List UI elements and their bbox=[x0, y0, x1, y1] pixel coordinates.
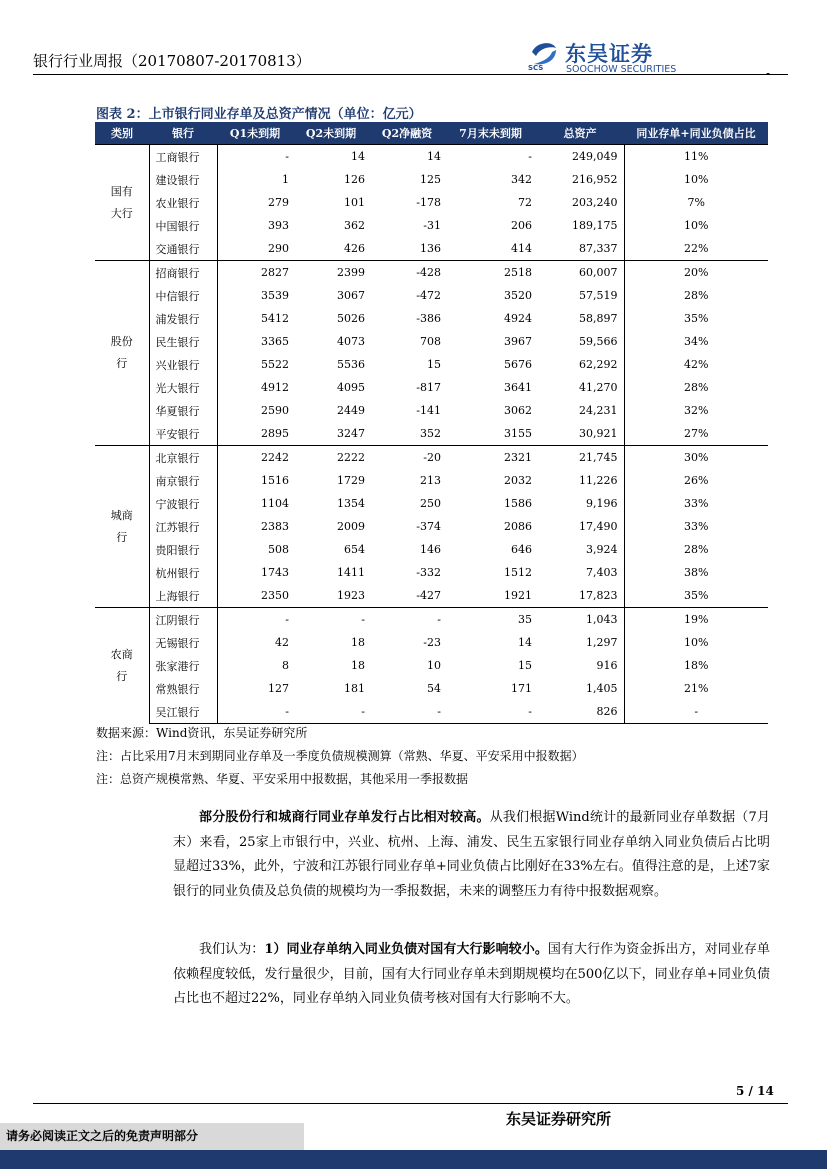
q2-cell: - bbox=[293, 608, 369, 632]
q1-cell: - bbox=[217, 700, 293, 724]
table-row bbox=[95, 631, 768, 654]
table-row bbox=[95, 376, 768, 399]
q2-net-cell: 708 bbox=[420, 335, 441, 348]
q2-cell: 181 bbox=[344, 682, 365, 695]
total-assets-cell: 189,175 bbox=[572, 219, 618, 232]
bank-name-cell: 交通银行 bbox=[149, 237, 217, 261]
category-cell bbox=[95, 261, 149, 446]
ratio-cell: 38% bbox=[624, 561, 768, 584]
ratio-cell: 33% bbox=[624, 515, 768, 538]
bank-name-cell: 无锡银行 bbox=[149, 631, 217, 654]
q2-net-cell: -31 bbox=[423, 219, 441, 232]
category-cell bbox=[95, 608, 149, 724]
total-assets-cell: 3,924 bbox=[586, 543, 618, 556]
jul-cell: 72 bbox=[518, 196, 532, 209]
ratio-cell: 32% bbox=[624, 399, 768, 422]
q2-cell: 4073 bbox=[337, 335, 365, 348]
col-header: 同业存单+同业负债占比 bbox=[624, 122, 768, 145]
col-header: 类别 bbox=[95, 122, 149, 145]
jul-cell: 2032 bbox=[504, 474, 532, 487]
bank-name-cell: 江苏银行 bbox=[149, 515, 217, 538]
paragraph-2-lead: 我们认为： bbox=[199, 942, 265, 957]
q1-cell: 2242 bbox=[217, 446, 293, 470]
company-logo bbox=[526, 38, 706, 76]
category-line: 国有 bbox=[110, 184, 133, 198]
jul-cell: 414 bbox=[511, 242, 532, 255]
q2-net-cell: - bbox=[369, 700, 445, 724]
q1-cell: 8 bbox=[282, 659, 289, 672]
note-2: 注：总资产规模常熟、华夏、平安采用中报数据，其他采用一季报数据 bbox=[96, 772, 469, 786]
total-assets-cell: 249,049 bbox=[536, 145, 624, 169]
q2-net-cell: 15 bbox=[427, 358, 441, 371]
q2-cell: 2009 bbox=[337, 520, 365, 533]
footer-bar bbox=[0, 1150, 827, 1169]
q2-cell: 2449 bbox=[337, 404, 365, 417]
paragraph-1-text: 从我们根据Wind统计的最新同业存单数据（7月末）来看，25家上市银行中，兴业、杭州、上海、浦发、民生五家银行同业存单纳入同业负债后占比明显超过33%，此外，宁波和江苏银行同业存单+同业负债占比刚好在33%左右。值得注意的是，上述7家银行的同业负债及总负债的规模均为一季报数据，未来的调整压力有待中报数据观察。 bbox=[173, 810, 770, 899]
q1-cell: 2827 bbox=[217, 261, 293, 285]
header-rule bbox=[33, 74, 788, 75]
q1-cell: 4912 bbox=[261, 381, 289, 394]
bank-name-cell: 兴业银行 bbox=[149, 353, 217, 376]
total-assets-cell: 916 bbox=[596, 659, 618, 672]
source-note: 数据来源：Wind资讯，东吴证券研究所 bbox=[96, 726, 308, 740]
q2-net-cell: 213 bbox=[420, 474, 441, 487]
q2-cell: 426 bbox=[344, 242, 365, 255]
col-header: Q2净融资 bbox=[369, 122, 445, 145]
bank-name-cell: 工商银行 bbox=[149, 145, 217, 169]
col-header: Q1未到期 bbox=[217, 122, 293, 145]
bank-name-cell: 浦发银行 bbox=[149, 307, 217, 330]
q2-cell: 3067 bbox=[337, 289, 365, 302]
q2-net-cell: -472 bbox=[416, 289, 441, 302]
total-assets-cell: 203,240 bbox=[572, 196, 618, 209]
total-assets-cell: 24,231 bbox=[579, 404, 618, 417]
bank-name-cell: 吴江银行 bbox=[149, 700, 217, 724]
q1-cell: - bbox=[217, 608, 293, 632]
table-row bbox=[95, 422, 768, 446]
table-row bbox=[95, 284, 768, 307]
q2-cell: 4095 bbox=[337, 381, 365, 394]
q2-cell: 362 bbox=[344, 219, 365, 232]
jul-cell: 646 bbox=[511, 543, 532, 556]
table-row bbox=[95, 330, 768, 353]
total-assets-cell: 1,297 bbox=[586, 636, 618, 649]
category-cell bbox=[95, 145, 149, 261]
table-row bbox=[95, 677, 768, 700]
paragraph-2 bbox=[173, 938, 770, 1012]
total-assets-cell: 57,519 bbox=[579, 289, 618, 302]
q2-cell: 1354 bbox=[337, 497, 365, 510]
q1-cell: 2895 bbox=[261, 427, 289, 440]
jul-cell: 1921 bbox=[504, 589, 532, 602]
paragraph-2-bold: 1）同业存单纳入同业负债对国有大行影响较小。 bbox=[264, 942, 548, 957]
ratio-cell: 35% bbox=[624, 307, 768, 330]
q1-cell: 42 bbox=[275, 636, 289, 649]
jul-cell: 3967 bbox=[504, 335, 532, 348]
q1-cell: 1516 bbox=[261, 474, 289, 487]
jul-cell: 3520 bbox=[504, 289, 532, 302]
category-line: 行 bbox=[116, 669, 128, 683]
q2-net-cell: -428 bbox=[369, 261, 445, 285]
ratio-cell: 10% bbox=[624, 631, 768, 654]
table-row bbox=[95, 353, 768, 376]
category-line: 大行 bbox=[110, 206, 133, 220]
q2-cell: 1411 bbox=[337, 566, 365, 579]
q2-cell: 101 bbox=[344, 196, 365, 209]
total-assets-cell: 1,405 bbox=[586, 682, 618, 695]
ratio-cell: 33% bbox=[624, 492, 768, 515]
bank-name-cell: 华夏银行 bbox=[149, 399, 217, 422]
q2-cell: 18 bbox=[351, 636, 365, 649]
total-assets-cell: 59,566 bbox=[579, 335, 618, 348]
q1-cell: 1743 bbox=[261, 566, 289, 579]
jul-cell: 3641 bbox=[504, 381, 532, 394]
q1-cell: 393 bbox=[268, 219, 289, 232]
q2-cell: 2399 bbox=[293, 261, 369, 285]
q2-net-cell: -427 bbox=[416, 589, 441, 602]
table-row bbox=[95, 561, 768, 584]
logo-mark: SCS bbox=[528, 64, 544, 72]
table-row bbox=[95, 492, 768, 515]
q2-net-cell: 125 bbox=[420, 173, 441, 186]
q2-cell: 1729 bbox=[337, 474, 365, 487]
logo-chinese-name: 东吴证券 bbox=[565, 42, 653, 66]
jul-cell: 2086 bbox=[504, 520, 532, 533]
table-row bbox=[95, 191, 768, 214]
q2-net-cell: - bbox=[369, 608, 445, 632]
bank-name-cell: 建设银行 bbox=[149, 168, 217, 191]
q1-cell: 279 bbox=[268, 196, 289, 209]
q1-cell: 2383 bbox=[261, 520, 289, 533]
bank-name-cell: 农业银行 bbox=[149, 191, 217, 214]
q2-cell: 2222 bbox=[293, 446, 369, 470]
bank-name-cell: 贵阳银行 bbox=[149, 538, 217, 561]
q2-net-cell: -817 bbox=[416, 381, 441, 394]
q2-cell: 126 bbox=[344, 173, 365, 186]
q1-cell: 5522 bbox=[261, 358, 289, 371]
ratio-cell: 28% bbox=[624, 284, 768, 307]
ratio-cell: 28% bbox=[624, 376, 768, 399]
total-assets-cell: 826 bbox=[536, 700, 624, 724]
q2-net-cell: -374 bbox=[416, 520, 441, 533]
table-row bbox=[95, 469, 768, 492]
jul-cell: - bbox=[445, 700, 536, 724]
q1-cell: 508 bbox=[268, 543, 289, 556]
total-assets-cell: 1,043 bbox=[536, 608, 624, 632]
q2-net-cell: -141 bbox=[416, 404, 441, 417]
jul-cell: 14 bbox=[518, 636, 532, 649]
note-1: 注：占比采用7月末到期同业存单及一季度负债规模测算（常熟、华夏、平安采用中报数据） bbox=[96, 749, 584, 763]
table-row bbox=[95, 261, 768, 285]
q2-net-cell: 146 bbox=[420, 543, 441, 556]
ratio-cell: 34% bbox=[624, 330, 768, 353]
bank-name-cell: 宁波银行 bbox=[149, 492, 217, 515]
bank-name-cell: 中国银行 bbox=[149, 214, 217, 237]
q1-cell: 5412 bbox=[261, 312, 289, 325]
jul-cell: 2321 bbox=[445, 446, 536, 470]
q1-cell: - bbox=[217, 145, 293, 169]
jul-cell: 15 bbox=[518, 659, 532, 672]
ratio-cell: 10% bbox=[624, 214, 768, 237]
ratio-cell: - bbox=[624, 700, 768, 724]
ratio-cell: 19% bbox=[624, 608, 768, 632]
bank-cd-table bbox=[95, 122, 768, 724]
jul-cell: 171 bbox=[511, 682, 532, 695]
research-institute: 东吴证券研究所 bbox=[506, 1110, 612, 1128]
q2-cell: 5536 bbox=[337, 358, 365, 371]
q2-net-cell: 250 bbox=[420, 497, 441, 510]
total-assets-cell: 58,897 bbox=[579, 312, 618, 325]
q1-cell: 1 bbox=[282, 173, 289, 186]
paragraph-1-lead: 部分股份行和城商行同业存单发行占比相对较高。 bbox=[199, 810, 490, 825]
ratio-cell: 26% bbox=[624, 469, 768, 492]
category-cell bbox=[95, 446, 149, 608]
bank-name-cell: 平安银行 bbox=[149, 422, 217, 446]
q2-cell: 5026 bbox=[337, 312, 365, 325]
footer-rule bbox=[33, 1103, 788, 1104]
q2-net-cell: 136 bbox=[420, 242, 441, 255]
jul-cell: 1586 bbox=[504, 497, 532, 510]
table-row bbox=[95, 608, 768, 632]
bank-name-cell: 南京银行 bbox=[149, 469, 217, 492]
table-row bbox=[95, 654, 768, 677]
jul-cell: 342 bbox=[511, 173, 532, 186]
ratio-cell: 18% bbox=[624, 654, 768, 677]
q1-cell: 290 bbox=[268, 242, 289, 255]
q2-net-cell: -332 bbox=[416, 566, 441, 579]
total-assets-cell: 87,337 bbox=[579, 242, 618, 255]
bank-name-cell: 常熟银行 bbox=[149, 677, 217, 700]
q1-cell: 2590 bbox=[261, 404, 289, 417]
q2-net-cell: -20 bbox=[369, 446, 445, 470]
total-assets-cell: 17,823 bbox=[579, 589, 618, 602]
jul-cell: 4924 bbox=[504, 312, 532, 325]
total-assets-cell: 216,952 bbox=[572, 173, 618, 186]
bank-name-cell: 光大银行 bbox=[149, 376, 217, 399]
ratio-cell: 42% bbox=[624, 353, 768, 376]
page-header-title: 银行行业周报（20170807-20170813） bbox=[33, 52, 311, 70]
col-header: 7月末未到期 bbox=[445, 122, 536, 145]
bank-name-cell: 江阴银行 bbox=[149, 608, 217, 632]
ratio-cell: 30% bbox=[624, 446, 768, 470]
jul-cell: 1512 bbox=[504, 566, 532, 579]
q2-net-cell: 352 bbox=[420, 427, 441, 440]
table-row bbox=[95, 515, 768, 538]
page-number: 5 / 14 bbox=[736, 1084, 774, 1098]
q1-cell: 127 bbox=[268, 682, 289, 695]
figure-title: 图表 2：上市银行同业存单及总资产情况（单位：亿元） bbox=[96, 107, 422, 122]
table-row bbox=[95, 145, 768, 169]
table-row bbox=[95, 446, 768, 470]
table-row bbox=[95, 214, 768, 237]
q2-net-cell: -386 bbox=[416, 312, 441, 325]
bank-name-cell: 北京银行 bbox=[149, 446, 217, 470]
bank-name-cell: 招商银行 bbox=[149, 261, 217, 285]
total-assets-cell: 30,921 bbox=[579, 427, 618, 440]
table-row bbox=[95, 399, 768, 422]
q1-cell: 1104 bbox=[261, 497, 289, 510]
table-row bbox=[95, 700, 768, 724]
category-line: 股份 bbox=[110, 335, 133, 348]
paragraph-1 bbox=[173, 806, 770, 904]
bank-name-cell: 民生银行 bbox=[149, 330, 217, 353]
category-line: 行 bbox=[116, 530, 128, 544]
jul-cell: 3155 bbox=[504, 427, 532, 440]
paragraph-2-text: 国有大行作为资金拆出方，对同业存单依赖程度较低，发行量很少，目前，国有大行同业存单未到期规模均在500亿以下，同业存单+同业负债占比也不超过22%，同业存单纳入同业负债考核对国有大行影响不大。 bbox=[173, 942, 770, 1006]
ratio-cell: 28% bbox=[624, 538, 768, 561]
ratio-cell: 21% bbox=[624, 677, 768, 700]
category-line: 行 bbox=[116, 357, 128, 370]
ratio-cell: 10% bbox=[624, 168, 768, 191]
col-header: 总资产 bbox=[536, 122, 624, 145]
q2-cell: 1923 bbox=[337, 589, 365, 602]
ratio-cell: 20% bbox=[624, 261, 768, 285]
table-row bbox=[95, 584, 768, 608]
q2-net-cell: 14 bbox=[369, 145, 445, 169]
bank-name-cell: 中信银行 bbox=[149, 284, 217, 307]
total-assets-cell: 60,007 bbox=[536, 261, 624, 285]
total-assets-cell: 21,745 bbox=[536, 446, 624, 470]
q2-cell: 14 bbox=[293, 145, 369, 169]
jul-cell: 206 bbox=[511, 219, 532, 232]
jul-cell: 3062 bbox=[504, 404, 532, 417]
header-dash: - bbox=[766, 66, 771, 80]
ratio-cell: 7% bbox=[624, 191, 768, 214]
jul-cell: 35 bbox=[445, 608, 536, 632]
jul-cell: 5676 bbox=[504, 358, 532, 371]
q1-cell: 2350 bbox=[261, 589, 289, 602]
bank-name-cell: 张家港行 bbox=[149, 654, 217, 677]
table-row bbox=[95, 538, 768, 561]
total-assets-cell: 62,292 bbox=[579, 358, 618, 371]
jul-cell: - bbox=[445, 145, 536, 169]
ratio-cell: 35% bbox=[624, 584, 768, 608]
q1-cell: 3365 bbox=[261, 335, 289, 348]
q2-net-cell: 54 bbox=[427, 682, 441, 695]
table-row bbox=[95, 237, 768, 261]
table-header-row bbox=[95, 122, 768, 145]
col-header: Q2未到期 bbox=[293, 122, 369, 145]
table-row bbox=[95, 168, 768, 191]
bank-name-cell: 上海银行 bbox=[149, 584, 217, 608]
category-line: 农商 bbox=[110, 647, 133, 661]
q2-cell: 3247 bbox=[337, 427, 365, 440]
disclaimer-banner: 请务必阅读正文之后的免责声明部分 bbox=[0, 1123, 304, 1150]
q1-cell: 3539 bbox=[261, 289, 289, 302]
q2-net-cell: 10 bbox=[427, 659, 441, 672]
total-assets-cell: 41,270 bbox=[579, 381, 618, 394]
ratio-cell: 11% bbox=[624, 145, 768, 169]
q2-net-cell: -23 bbox=[423, 636, 441, 649]
ratio-cell: 22% bbox=[624, 237, 768, 261]
total-assets-cell: 11,226 bbox=[579, 474, 618, 487]
category-line: 城商 bbox=[110, 508, 133, 522]
q2-cell: - bbox=[293, 700, 369, 724]
ratio-cell: 27% bbox=[624, 422, 768, 446]
total-assets-cell: 17,490 bbox=[579, 520, 618, 533]
logo-english-name: SOOCHOW SECURITIES bbox=[566, 64, 677, 75]
jul-cell: 2518 bbox=[445, 261, 536, 285]
q2-cell: 18 bbox=[351, 659, 365, 672]
q2-net-cell: -178 bbox=[416, 196, 441, 209]
total-assets-cell: 7,403 bbox=[586, 566, 618, 579]
bank-name-cell: 杭州银行 bbox=[149, 561, 217, 584]
col-header: 银行 bbox=[149, 122, 217, 145]
q2-cell: 654 bbox=[344, 543, 365, 556]
table-row bbox=[95, 307, 768, 330]
total-assets-cell: 9,196 bbox=[586, 497, 618, 510]
